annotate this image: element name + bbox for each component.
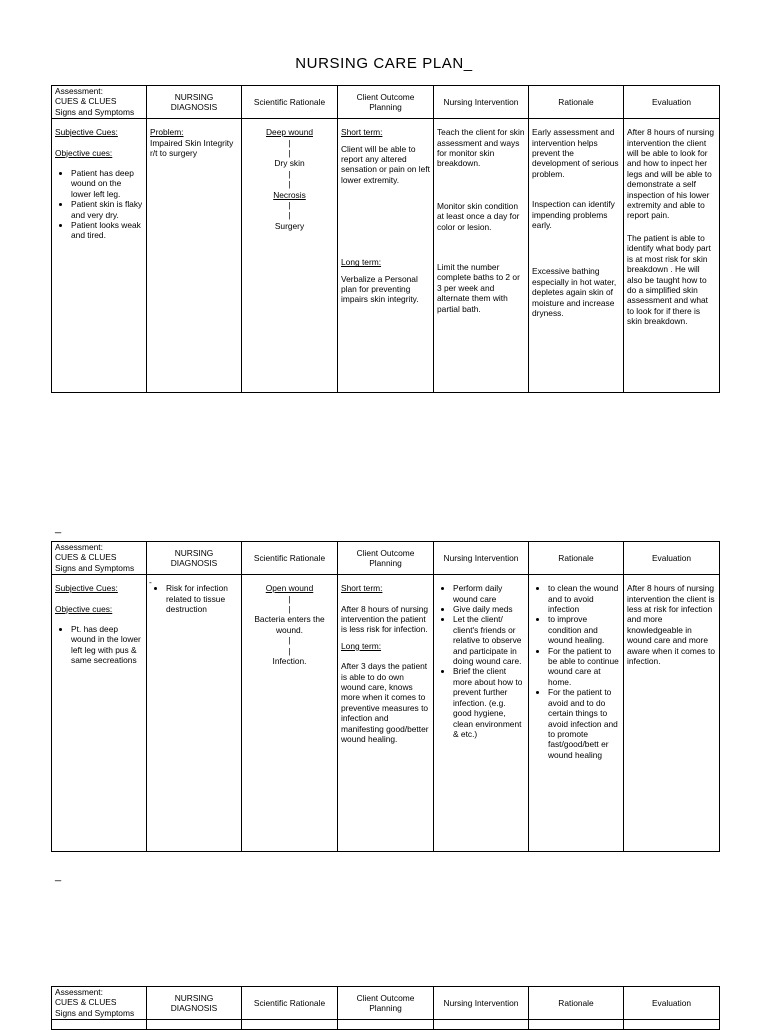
care-plan-table-1 [51,85,720,393]
intervention-item: Monitor skin condition at least once a day for color or lesion. [437,200,520,232]
header-outcome-line1: Client Outcome [356,547,415,558]
header-rationale: Rationale [529,86,624,119]
intervention-cell [434,575,529,852]
header-outcome-line2: Planning [369,102,402,113]
flow-connector: | [288,168,291,179]
list-item: • Brief the client more about how to prevent further infection. (e.g. good hygiene, clean environment & etc.) [453,666,525,739]
rationale-item: Early assessment and intervention helps prevent the development of serious problem. [532,127,619,179]
flow-infection: Infection. [272,656,307,667]
list-item: • Let the client/ client's friends or relative to observe and participate in doing wound care. [453,614,525,666]
short-term-text: After 8 hours of nursing intervention the patient is less risk for infection. [341,603,429,635]
cues-list [55,624,143,666]
header-intervention: Nursing Intervention [434,987,529,1020]
flow-connector: | [288,604,291,615]
objective-cues-label: Objective cues: [55,147,113,158]
header-assessment-line3: Signs and Symptoms [55,106,135,117]
list-item: • Risk for infection related to tissue destruction [166,583,238,614]
list-item: • Patient skin is flaky and very dry. [71,199,143,220]
plan-row [52,1020,720,1030]
header-outcome [338,542,434,575]
header-intervention: Nursing Intervention [434,86,529,119]
header-outcome-line1: Client Outcome [356,992,415,1003]
header-assessment-line2: CUES & CLUES [55,96,117,107]
header-assessment [52,987,147,1020]
header-row [52,987,720,1020]
evaluation-text: The patient is able to identify what body part is at most risk for skin breakdown . He will also be taught how to do a simplified skin assessment and what to look for if there is skin breakdown. [627,232,711,327]
header-diagnosis [147,542,242,575]
flow-connector: | [288,645,291,656]
header-rationale: Rationale [529,987,624,1020]
header-assessment-line3: Signs and Symptoms [55,1007,135,1018]
flow-dry-skin: Dry skin [274,158,305,169]
long-term-text: After 3 days the patient is able to do own wound care, knows more when it comes to preventive measures to infection and manifesting good/better wound healing. [341,661,429,745]
list-item: • Pt. has deep wound in the lower left leg with pus & same secreations [71,624,143,666]
header-outcome-line1: Client Outcome [356,91,415,102]
flow-connector: | [288,179,291,190]
header-scientific-rationale: Scientific Rationale [242,86,338,119]
rationale-list [532,583,620,760]
header-assessment-line1: Assessment: [55,987,103,997]
header-assessment [52,86,147,119]
evaluation-cell [624,119,720,393]
care-plan-table-2 [51,541,720,852]
header-diagnosis-line2: DIAGNOSIS [170,102,218,113]
intervention-list [437,583,525,739]
problem-text: Impaired Skin Integrity r/t to surgery [150,137,234,159]
list-item: • For the patient to avoid and to do certain things to avoid infection and to promote fast/good/bett er wound healing [548,687,620,760]
header-diagnosis-line2: DIAGNOSIS [170,1003,218,1014]
objective-cues-label: Objective cues: [55,603,113,614]
header-assessment-line2: CUES & CLUES [55,552,117,563]
scientific-rationale-cell [242,575,338,852]
assessment-cell [52,575,147,852]
header-rationale: Rationale [529,542,624,575]
header-assessment-line3: Signs and Symptoms [55,562,135,573]
evaluation-text: After 8 hours of nursing intervention the client is less at risk for infection and more knowledgeable in wound care and more aware when it comes to infection. [627,583,715,667]
list-item: • Give daily meds [453,604,525,614]
flow-necrosis: Necrosis [273,189,306,200]
list-item: • For the patient to be able to continue wound care at home. [548,646,620,688]
header-outcome [338,86,434,119]
outcome-cell [338,575,434,852]
header-assessment-line1: Assessment: [55,86,103,96]
short-term-text: Client will be able to report any altered sensation or pain on left lower extremity. [341,143,430,185]
evaluation-text: After 8 hours of nursing intervention the client will be able to look for and how to inpect her legs and will be able to demonstrate a self inspection of his lower extremity and able to report pain. [627,127,715,221]
rationale-cell [529,119,624,393]
header-outcome-line2: Planning [369,558,402,569]
intervention-item: Teach the client for skin assessment and ways for monitor skin breakdown. [437,127,525,169]
intervention-item: Limit the number complete baths to 2 or 3 per week and alternate them with partial bath. [437,262,520,314]
plan-row [52,575,720,852]
list-item: • Patient has deep wound on the lower left leg. [71,168,143,199]
header-diagnosis-line1: NURSING [174,992,214,1003]
header-scientific-rationale: Scientific Rationale [242,987,338,1020]
diagnosis-cell [147,119,242,393]
header-row [52,542,720,575]
care-plan-table-3 [51,986,720,1030]
flow-bacteria: Bacteria enters the wound. [254,614,325,635]
flow-connector: | [288,200,291,211]
flow-deep-wound: Deep wound [265,127,314,138]
header-scientific-rationale: Scientific Rationale [242,542,338,575]
list-item: • to improve condition and wound healing. [548,614,620,645]
diagnosis-cell [147,575,242,852]
outcome-cell [338,119,434,393]
header-outcome-line2: Planning [369,1003,402,1014]
subjective-cues-label: Subjective Cues: [55,127,118,138]
header-diagnosis [147,86,242,119]
flow-connector: | [288,593,291,604]
diagnosis-list [150,583,238,614]
header-evaluation: Evaluation [624,542,720,575]
cues-list [55,168,143,241]
separator-mark: _ [55,522,62,534]
header-intervention: Nursing Intervention [434,542,529,575]
list-item: • Perform daily wound care [453,583,525,604]
header-assessment-line1: Assessment: [55,542,103,552]
rationale-cell [529,575,624,852]
flow-connector: | [288,210,291,221]
flow-connector: | [288,635,291,646]
header-assessment [52,542,147,575]
subjective-cues-label: Subjective Cues: [55,583,118,594]
rationale-item: Excessive bathing especially in hot water, depletes again skin of moisture and increase dryness. [532,266,617,319]
evaluation-cell [624,575,720,852]
header-evaluation: Evaluation [624,987,720,1020]
short-term-label: Short term: [341,583,383,594]
scientific-rationale-cell [242,119,338,393]
header-diagnosis-line1: NURSING [174,91,214,102]
long-term-label: Long term: [341,257,382,268]
plan-row [52,119,720,393]
header-diagnosis-line2: DIAGNOSIS [170,558,218,569]
header-row [52,86,720,119]
list-item: • Patient looks weak and tired. [71,220,143,241]
diagnosis-mark: - [149,577,152,588]
flow-surgery: Surgery [274,220,305,231]
flow-connector: | [288,148,291,159]
problem-label: Problem: [150,127,184,138]
header-diagnosis-line1: NURSING [174,547,214,558]
flow-connector: | [288,137,291,148]
header-evaluation: Evaluation [624,86,720,119]
page-title: NURSING CARE PLAN_ [295,55,473,72]
header-assessment-line2: CUES & CLUES [55,997,117,1008]
flow-open-wound: Open wound [265,583,314,594]
header-outcome [338,987,434,1020]
header-diagnosis [147,987,242,1020]
intervention-cell [434,119,529,393]
separator-mark: _ [55,870,62,882]
short-term-label: Short term: [341,127,383,138]
list-item: • to clean the wound and to avoid infection [548,583,620,614]
long-term-label: Long term: [341,640,382,651]
long-term-text: Verbalize a Personal plan for preventing impairs skin integrity. [341,273,419,305]
rationale-item: Inspection can identify impending problems early. [532,199,615,231]
assessment-cell [52,119,147,393]
